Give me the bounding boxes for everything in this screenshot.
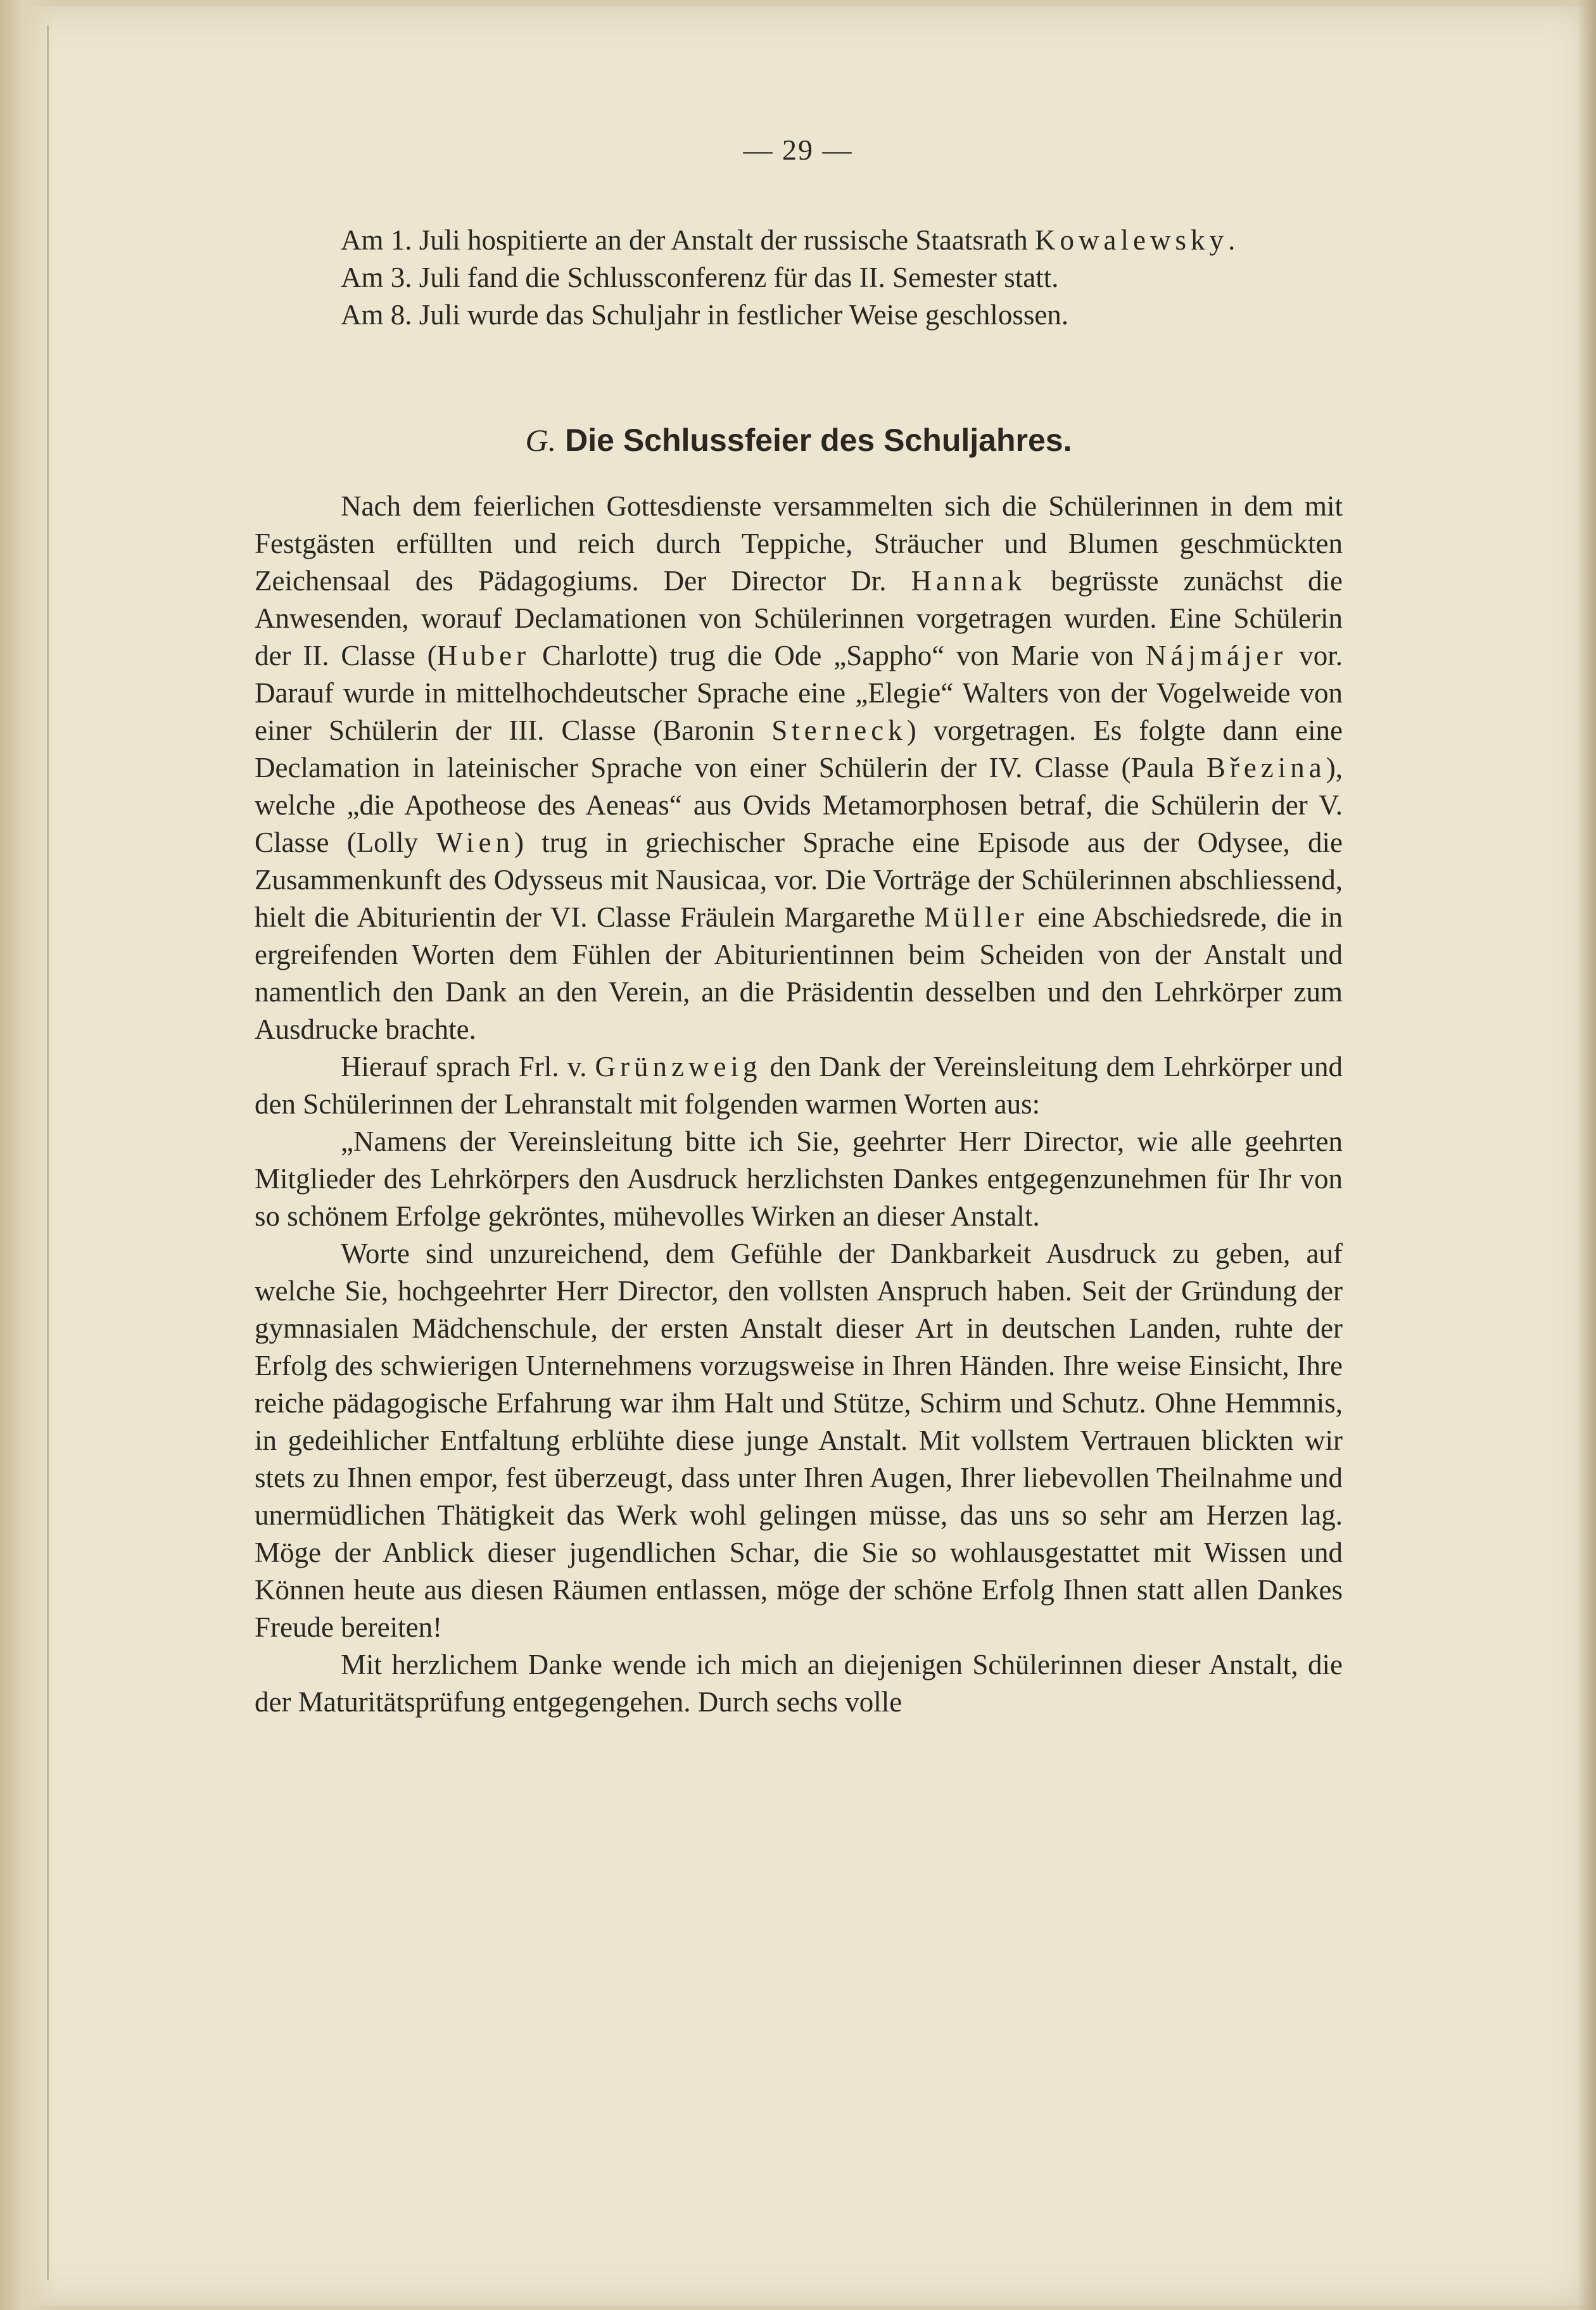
paragraph-2: [255, 1048, 1343, 1123]
paragraph-text: den Dank der Vereinsleitung dem Lehrkörper und den Schülerinnen der Lehranstalt mit folgenden warmen Worten aus:: [255, 1051, 1343, 1120]
intro-text: .: [1228, 224, 1236, 256]
paragraph-1: [255, 488, 1343, 1048]
binding-rule: [47, 25, 49, 2280]
section-title: Die Schlussfeier des Schuljahres.: [565, 422, 1072, 458]
spaced-name: Grünzweig: [595, 1051, 762, 1082]
page-right-edge: [1577, 0, 1596, 2310]
page-number: — 29 —: [743, 134, 853, 166]
spaced-name: Huber: [436, 640, 531, 671]
paragraph-text: ) trug in griechischer Sprache eine Episode aus der Odysee, die Zusammenkunft des Odysseus mit Nausicaa, vor. Die Vorträge der Schülerinnen abschliessend, hielt die Abiturientin der VI. Classe Fräulein Margarethe: [255, 827, 1343, 933]
paragraph-text: ) vorgetragen. Es folgte dann eine Declamation in lateinischer Sprache von einer Schülerin der IV. Classe (Paula: [255, 714, 1343, 784]
intro-paragraph-3: Am 8. Juli wurde das Schuljahr in festlicher Weise geschlossen.: [341, 299, 1069, 331]
paragraph-text: ), welche „die Apotheose des Aeneas“ aus Ovids Metamorphosen betraf, die Schülerin der V. Classe (Lolly: [255, 752, 1343, 858]
paragraph-text: Charlotte) trug die Ode „Sappho“ von Marie von: [530, 640, 1146, 671]
spaced-name: Kowalewsky: [1035, 224, 1229, 256]
paragraph-text: Hierauf sprach Frl. v.: [341, 1051, 595, 1082]
paragraph-3: „Namens der Vereinsleitung bitte ich Sie, geehrter Herr Director, wie alle geehrten Mitglieder des Lehrkörpers den Ausdruck herzlichsten Dankes entgegenzunehmen für Ihr von so schönem Erfolge gekröntes, mühevolles Wirken an dieser Anstalt.: [255, 1126, 1343, 1232]
section-heading: [255, 422, 1343, 459]
paragraph-text: eine Abschiedsrede, die in ergreifenden Worten dem Fühlen der Abiturientinnen beim Scheiden von der Anstalt und namentlich den Dank an den Verein, an die Präsidentin desselben und den Lehrkörper zum Ausdrucke brachte.: [255, 901, 1343, 1045]
spaced-name: Březina: [1206, 752, 1326, 784]
spaced-name: Nájmájer: [1145, 640, 1288, 671]
spaced-name: Sterneck: [771, 714, 907, 746]
paragraph-text: begrüsste zunächst die Anwesenden, worauf Declamationen von Schülerinnen vorgetragen wurden. Eine Schülerin der II. Classe (: [255, 565, 1343, 671]
section-letter: G.: [525, 422, 557, 458]
intro-paragraph-1: [255, 222, 1343, 259]
intro-paragraph-2: Am 3. Juli fand die Schlussconferenz für das II. Semester statt.: [341, 262, 1059, 293]
paragraph-5: Mit herzlichem Danke wende ich mich an diejenigen Schülerinnen dieser Anstalt, die der Maturitätsprüfung entgegengehen. Durch sechs volle: [255, 1649, 1343, 1718]
spaced-name: Wien: [436, 827, 515, 858]
paragraph-text: Nach dem feierlichen Gottesdienste versammelten sich die Schülerinnen in dem mit Festgästen erfüllten und reich durch Teppiche, Sträucher und Blumen geschmückten Zeichensaal des Pädagogiums. Der Director Dr.: [255, 490, 1343, 597]
paragraph-4: Worte sind unzureichend, dem Gefühle der Dankbarkeit Ausdruck zu geben, auf welche Sie, hochgeehrter Herr Director, den vollsten Anspruch haben. Seit der Gründung der gymnasialen Mädchenschule, der ersten Anstalt dieser Art in deutschen Landen, ruhte der Erfolg des schwierigen Unternehmens vorzugsweise in Ihren Händen. Ihre weise Einsicht, Ihre reiche pädagogische Erfahrung war ihm Halt und Stütze, Schirm und Schutz. Ohne Hemmnis, in gedeihlicher Entfaltung erblühte diese junge Anstalt. Mit vollstem Vertrauen blickten wir stets zu Ihnen empor, fest überzeugt, dass unter Ihren Augen, Ihrer liebevollen Theilnahme und unermüdlichen Thätigkeit das Werk wohl gelingen müsse, das uns so sehr am Herzen lag. Möge der Anblick dieser jugendlichen Schar, die Sie so wohlausgestattet mit Wissen und Können heute aus diesen Räumen entlassen, möge der schöne Erfolg Ihnen statt allen Dankes Freude bereiten!: [255, 1238, 1343, 1643]
intro-section: [255, 222, 1343, 334]
intro-text: Am 1. Juli hospitierte an der Anstalt der russische Staatsrath: [341, 224, 1036, 256]
spaced-name: Hannak: [911, 565, 1027, 597]
body-section: [255, 488, 1343, 1721]
paragraph-text: vor. Darauf wurde in mittelhochdeutscher Sprache eine „Elegie“ Walters von der Vogelweide von einer Schülerin der III. Classe (Baronin: [255, 640, 1343, 746]
spaced-name: Müller: [924, 901, 1029, 933]
